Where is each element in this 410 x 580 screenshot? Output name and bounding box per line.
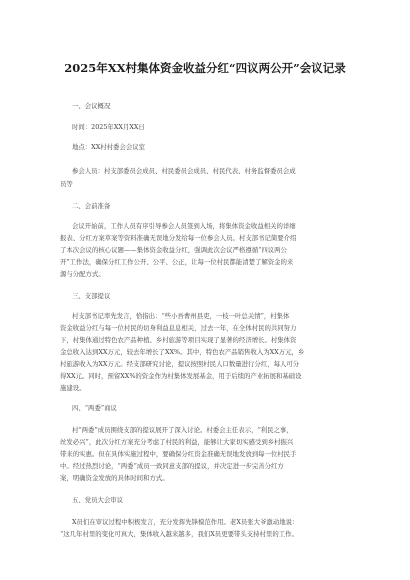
proposal-line-1: 村支部书记率先发言，恰指出：“些小吾曹州县吏，一枝一叶总关情”，村集体 bbox=[72, 312, 290, 320]
meeting-time: 时间：2025年XX月XX日 bbox=[72, 123, 145, 131]
committee-line-1: 村“两委”成员围绕支部的提议展开了深入讨论。村委会主任表示，“利民之事， bbox=[72, 426, 293, 434]
proposal-line-4: 金总收入达到XX万元，较去年增长了XX%。其中，特色农产品销售收入为XX万元，乡 bbox=[60, 348, 305, 356]
proposal-line-6: 得XX元。同时，预留XX%的资金作为村集体发展基金，用于后续的产业拓展和基础设 bbox=[60, 372, 302, 380]
party-meeting-line-2: “这几年村里的变化可真大，集体收入越来越多，我们X员更要带头支持村里的工作。 bbox=[60, 530, 298, 538]
meeting-location: 地点：XX村村委会会议室 bbox=[72, 143, 146, 151]
section-heading-committee: 四、“两委”商议 bbox=[72, 404, 117, 412]
section-heading-overview: 一、会议概况 bbox=[72, 102, 111, 110]
proposal-line-5: 村旅游收入为XX万元。经支部研究讨论，提议按照村民人口数量进行分红，每人可分 bbox=[60, 360, 300, 368]
preparation-line-2: 报表、分红方案草案等资料准确无误地分发给每一位参会人员。村支部书记简要介绍 bbox=[60, 234, 297, 242]
preparation-line-5: 源与分配方式。 bbox=[60, 270, 105, 278]
document-title: 2025年XX村集体资金收益分红“四议两公开”会议记录 bbox=[64, 61, 346, 75]
attendees-line-2: 员等 bbox=[60, 180, 73, 188]
preparation-line-4: 开”工作法，确保分红工作公开、公平、公正，让每一位村民都能清楚了解资金的来 bbox=[60, 258, 294, 266]
committee-line-4: 中。经过热烈讨论，“两委”成员一致同意支部的提议，并决定进一步完善分红方 bbox=[60, 462, 284, 470]
committee-line-3: 带来的实惠。但在具体实施过程中，要确保分红资金准确无误地发放到每一位村民手 bbox=[60, 450, 297, 458]
section-heading-preparation: 二、会前准备 bbox=[72, 202, 111, 210]
preparation-line-3: 了本次会议的核心议题——集体资金收益分红，强调此次会议严格遵循“四议两公 bbox=[60, 246, 287, 254]
committee-line-2: 丝发必兴”，此次分红方案充分考虑了村民的利益，能够让大家切实感受到乡村振兴 bbox=[60, 438, 294, 446]
party-meeting-line-1: X员们在审议过程中积极发言，充分发挥先锋模范作用。老X员张大爷激动地说： bbox=[72, 518, 299, 526]
preparation-line-1: 会议开始前，工作人员有序引导参会人员签到入场，将集体资金收益相关的详细 bbox=[72, 222, 296, 230]
committee-line-5: 案，明确资金发放的具体时间和方式。 bbox=[60, 474, 169, 482]
section-heading-proposal: 三、支部提议 bbox=[72, 292, 111, 300]
proposal-line-3: 下，村集体通过特色农产品种植、乡村旅游等项目实现了显著的经济增长。村集体资 bbox=[60, 336, 297, 344]
attendees-line-1: 参会人员：村支部委员会成员、村民委员会成员、村民代表、村务监督委员会成 bbox=[72, 167, 296, 175]
proposal-line-2: 资金收益分红与每一位村民的切身利益息息相关，过去一年，在全体村民的共同努力 bbox=[60, 324, 297, 332]
proposal-line-7: 施建设。 bbox=[60, 384, 86, 392]
section-heading-party-meeting: 五、党员大会审议 bbox=[72, 496, 124, 504]
